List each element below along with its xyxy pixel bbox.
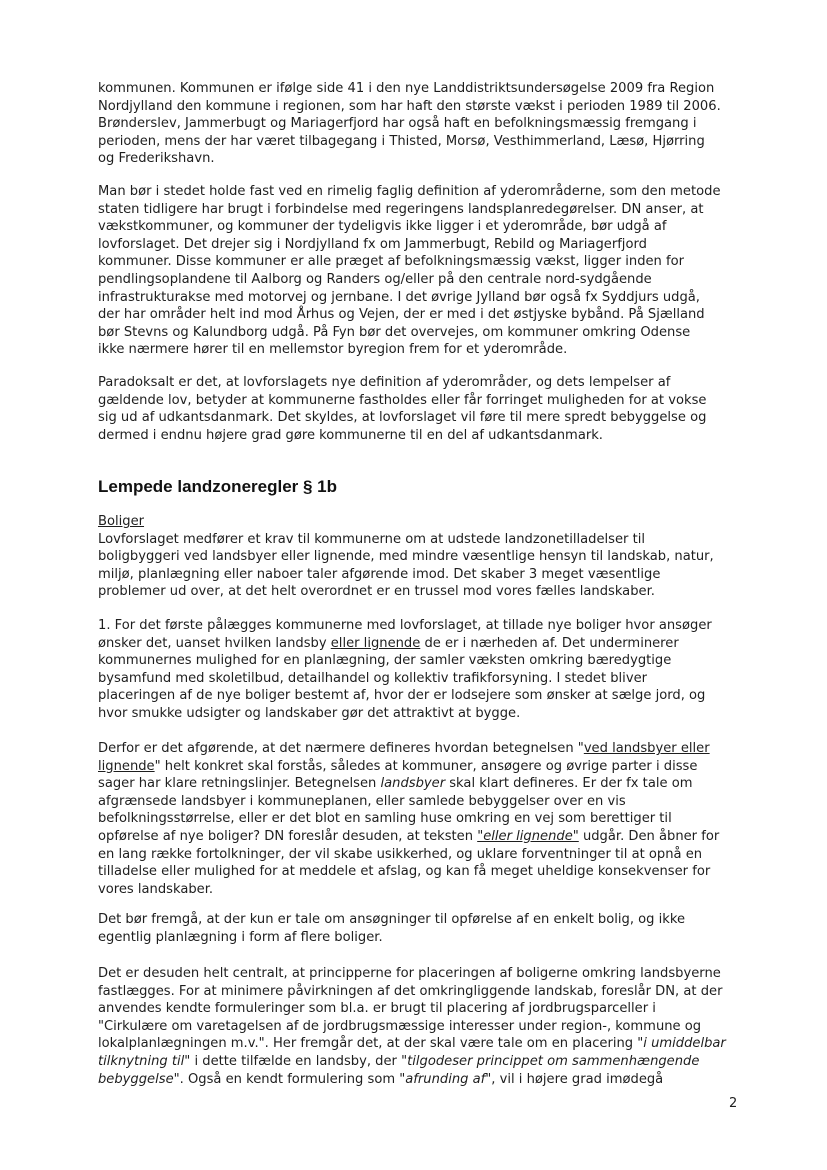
- paragraph-7: [98, 911, 748, 946]
- text-run: ønsker det, uanset hvilken landsby: [98, 635, 331, 651]
- text-line: Paradoksalt er det, at lovforslagets nye definition af yderområder, og dets lempelser af: [98, 375, 671, 390]
- text-line: [98, 635, 748, 653]
- text-line: gældende lov, betyder at kommunerne fastholdes eller får forringet muligheden for at vokse: [98, 392, 707, 408]
- text-line: staten tidligere har brugt i forbindelse med regeringens landsplanredegørelser. DN anser, at: [98, 201, 704, 217]
- text-line: 1. For det første pålægges kommunerne med lovforslaget, at tillade nye boliger hvor ansøger: [98, 618, 712, 633]
- text-run: udgår. Den åbner for: [578, 828, 720, 844]
- text-line: Det bør fremgå, at der kun er tale om ansøgninger til opførelse af en enkelt bolig, og ikke: [98, 912, 686, 927]
- text-line: [98, 1053, 748, 1071]
- text-run: opførelse af nye boliger? DN foreslår desuden, at teksten: [98, 828, 478, 844]
- text-line: kommuner. Disse kommuner er alle præget af befolkningsmæssig vækst, ligger inden for: [98, 254, 685, 270]
- text-line: Det er desuden helt centralt, at principperne for placeringen af boligerne omkring landsbyerne: [98, 966, 721, 981]
- text-line: kommunen. Kommunen er ifølge side 41 i den nye Landdistriktsundersøgelse 2009 fra Region: [98, 81, 715, 96]
- page-number: 2: [729, 1096, 738, 1111]
- text-line: Lovforslaget medfører et krav til kommunerne om at udstede landzonetilladelser til: [98, 531, 646, 547]
- paragraph-1: [98, 80, 748, 168]
- text-line: [98, 828, 748, 846]
- text-line: placeringen af de nye boliger bestemt af, hvor der er lodsejere som ønsker at sælge jord, og: [98, 688, 706, 704]
- text-line: [98, 1071, 748, 1089]
- text-line: "Cirkulære om varetagelsen af de jordbrugsmæssige interesser under region-, kommune og: [98, 1018, 702, 1034]
- paragraph-2: [98, 183, 748, 359]
- text-line: [98, 1035, 748, 1053]
- text-line: tilladelse eller mulighed for at meddele et afslag, og kan få meget uheldige konsekvenser for: [98, 864, 711, 880]
- text-line: ikke nærmere hører til en mellemstor byregion frem for et yderområde.: [98, 342, 568, 358]
- subheading: Boliger: [98, 514, 145, 529]
- text-run: lokalplanlægningen m.v.". Her fremgår det, at der skal være tale om en placering: [98, 1036, 638, 1052]
- italic-phrase: "tilgodeser princippet om sammenhængende: [401, 1053, 700, 1069]
- text-run: skal klart defineres. Er der fx tale om: [445, 776, 693, 792]
- paragraph-6: [98, 740, 748, 898]
- text-line: [98, 740, 748, 758]
- italic-underlined-phrase: "eller lignende": [477, 828, 579, 844]
- text-line: kommunernes mulighed for en planlægning, der samler væksten omkring bæredygtige: [98, 653, 672, 669]
- text-run: . Også en kendt formulering som: [179, 1071, 400, 1087]
- paragraph-8: [98, 965, 748, 1088]
- text-line: en lang række fortolkninger, der vil skabe usikkerhed, og uklare forventninger til at opnå en: [98, 846, 703, 862]
- paragraph-3: [98, 374, 748, 444]
- text-line: egentlig planlægning i form af flere boliger.: [98, 929, 383, 945]
- text-line: [98, 758, 748, 776]
- text-line: lovforslaget. Det drejer sig i Nordjylland fx om Jammerbugt, Rebild og Mariagerfjord: [98, 236, 647, 252]
- text-line: befolkningsstørrelse, eller er det blot en samling huse omkring en vej som berettiger til: [98, 811, 672, 827]
- italic-phrase: landsbyer: [380, 776, 446, 792]
- underlined-phrase: eller lignende: [330, 635, 421, 651]
- section-heading: Lempede landzoneregler § 1b: [98, 477, 338, 496]
- paragraph-5: [98, 617, 748, 723]
- text-line: bysamfund med skoletilbud, detailhandel og kollektiv trafikforsyning. I stedet bliver: [98, 670, 648, 686]
- text-line: bør Stevns og Kalundborg udgå. På Fyn bør det overvejes, om kommuner omkring Odense: [98, 324, 691, 340]
- text-line: hvor smukke udsigter og landskaber gør det attraktivt at bygge.: [98, 705, 521, 721]
- text-line: sig ud af udkantsdanmark. Det skyldes, at lovforslaget vil føre til mere spredt bebyggelse og: [98, 410, 707, 426]
- text-line: der har områder helt ind mod Århus og Vejen, der er med i det østjyske bybånd. På Sjælland: [98, 307, 705, 323]
- italic-phrase: tilknytning til": [98, 1053, 191, 1069]
- text-line: Nordjylland den kommune i regionen, som har haft den største vækst i perioden 1989 til 2006.: [98, 98, 721, 114]
- paragraph-4: [98, 513, 748, 601]
- text-line: og Frederikshavn.: [98, 151, 215, 167]
- text-run: i dette tilfælde en landsby, der: [190, 1053, 402, 1069]
- text-line: problemer ud over, at det helt overordnet er en trussel mod vores fælles landskaber.: [98, 584, 655, 600]
- text-line: Brønderslev, Jammerbugt og Mariagerfjord har også haft en befolkningsmæssig fremgang i: [98, 116, 697, 132]
- text-run: Derfor er det afgørende, at det nærmere defineres hvordan betegnelsen ": [98, 741, 584, 756]
- text-line: afgrænsede landsbyer i kommuneplanen, eller samlede bebyggelser over en vis: [98, 793, 626, 809]
- text-line: boligbyggeri ved landsbyer eller lignende, med mindre væsentlige hensyn til landskab, natur,: [98, 549, 714, 565]
- text-line: anvendes kendte formuleringer som bl.a. er brugt til placering af jordbrugsparceller i: [98, 1001, 656, 1017]
- italic-phrase: "i umiddelbar: [637, 1036, 726, 1052]
- text-line: [98, 775, 748, 793]
- text-line: pendlingsoplandene til Aalborg og Randers og/eller på den centrale nord-sydgående: [98, 271, 652, 287]
- underlined-phrase: ved landsbyer eller: [583, 741, 710, 756]
- text-line: infrastrukturakse med motorvej og jernbane. I det øvrige Jylland bør også fx Syddjurs udgå,: [98, 289, 700, 305]
- text-line: miljø, planlægning eller naboer taler afgørende imod. Det skaber 3 meget væsentlige: [98, 566, 661, 582]
- text-line: perioden, mens der har været tilbagegang i Thisted, Morsø, Vesthimmerland, Læsø, Hjørring: [98, 133, 705, 149]
- text-run: de er i nærheden af. Det underminerer: [420, 635, 679, 651]
- text-line: vores landskaber.: [98, 881, 214, 897]
- text-run: " helt konkret skal forstås, således at kommuner, ansøgere og øvrige parter i disse: [154, 758, 698, 774]
- text-line: dermed i endnu højere grad gøre kommunerne til en del af udkantsdanmark.: [98, 427, 603, 443]
- text-run: , vil i højere grad imødegå: [491, 1071, 664, 1087]
- underlined-phrase: lignende: [98, 758, 155, 774]
- italic-phrase: bebyggelse": [98, 1071, 180, 1087]
- text-line: Man bør i stedet holde fast ved en rimelig faglig definition af yderområderne, som den metode: [98, 184, 721, 199]
- text-line: fastlægges. For at minimere påvirkningen af det omkringliggende landskab, foreslår DN, at der: [98, 983, 723, 999]
- text-run: sager har klare retningslinjer. Betegnelsen: [98, 776, 381, 792]
- text-line: vækstkommuner, og kommuner der tydeligvis ikke ligger i et yderområde, bør udgå af: [98, 219, 667, 235]
- italic-phrase: "afrunding af": [399, 1071, 492, 1087]
